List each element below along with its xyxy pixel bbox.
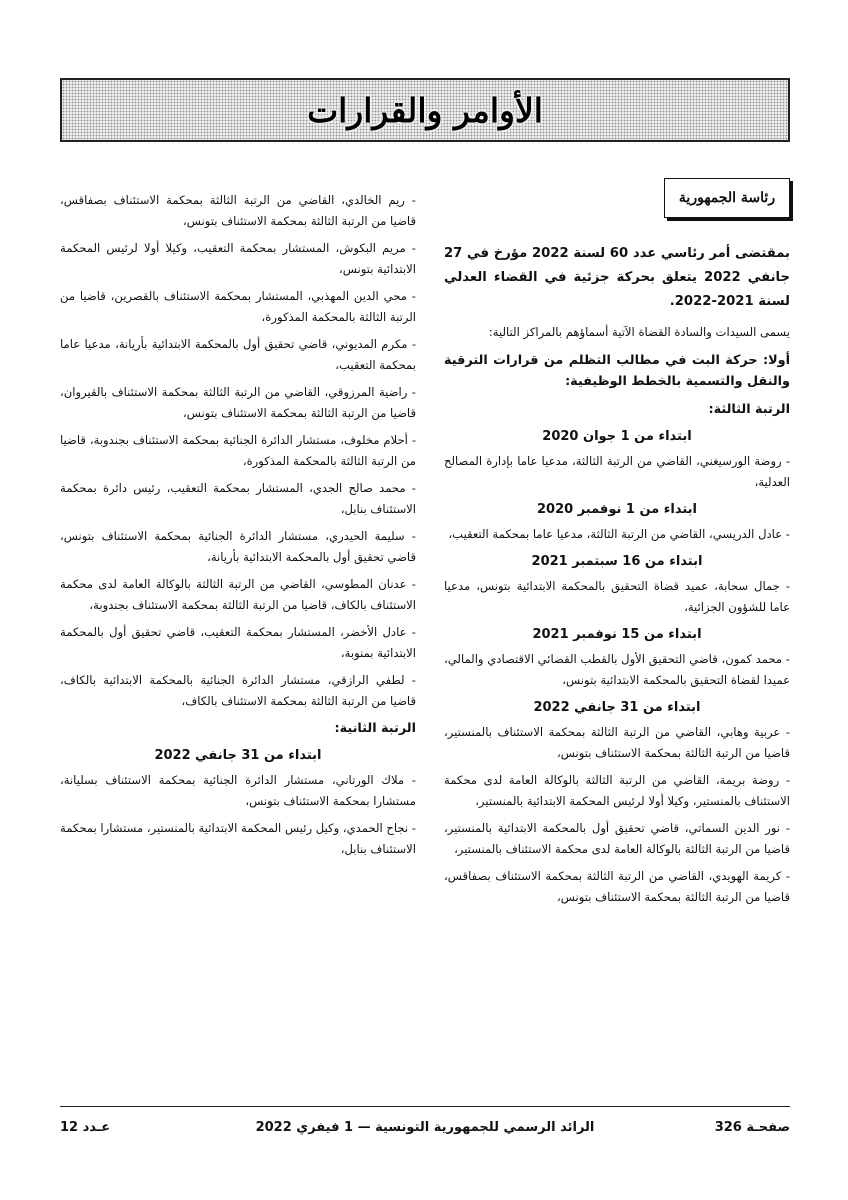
- list-item: - لطفي الرازقي، مستشار الدائرة الجنائية بالمحكمة الابتدائية بالكاف، قاضيا من الرتبة الثالثة بمحكمة الاستئناف بالكاف،: [60, 673, 416, 708]
- list-item: - مكرم المديوني، قاضي تحقيق أول بالمحكمة الابتدائية بأريانة، مدعيا عاما بمحكمة التعقيب،: [60, 337, 416, 372]
- date-heading: ابتداء من 16 سبتمبر 2021: [531, 554, 703, 569]
- list-item: - عربية وهابي، القاضي من الرتبة الثالثة بمحكمة الاستئناف بالمنستير، قاضيا من الرتبة الثالثة بمحكمة الاستئناف بتونس،: [444, 725, 790, 760]
- right-column: [444, 242, 790, 914]
- decree-intro: يسمى السيدات والسادة القضاة الآتية أسماؤهم بالمراكز التالية:: [488, 325, 790, 339]
- left-column: [60, 190, 416, 866]
- footer-divider: [60, 1106, 790, 1107]
- list-item: - روضة الورسيغني، القاضي من الرتبة الثالثة، مدعيا عاما بإدارة المصالح العدلية،: [444, 454, 790, 489]
- section-banner: [60, 78, 790, 142]
- date-heading: ابتداء من 15 نوفمبر 2021: [532, 627, 702, 642]
- date-heading: ابتداء من 31 جانفي 2022: [154, 748, 322, 763]
- list-item: - ريم الخالدي، القاضي من الرتبة الثالثة بمحكمة الاستئناف بصفاقس، قاضيا من الرتبة الثالثة بمحكمة الاستئناف بتونس،: [60, 193, 416, 228]
- list-item: - نجاح الحمدي، وكيل رئيس المحكمة الابتدائية بالمنستير، مستشارا بمحكمة الاستئناف بنابل،: [60, 821, 416, 856]
- date-heading: ابتداء من 1 نوفمبر 2020: [536, 502, 697, 517]
- list-item: - عدنان المطوسي، القاضي من الرتبة الثالثة بالوكالة العامة لدى محكمة الاستئناف بالكاف، قاضيا من الرتبة الثالثة بمحكمة الاستئناف بجندوبة،: [60, 577, 416, 612]
- first-heading: أولا: حركة البت في مطالب التظلم من قرارات الترقية والنقل والتسمية بالخطط الوظيفية:: [444, 353, 790, 389]
- list-item: - محي الدين المهذبي، المستشار بمحكمة الاستئناف بالقصرين، قاضيا من الرتبة الثالثة بالمحكمة المذكورة،: [60, 289, 416, 324]
- section-label-box: [664, 178, 790, 218]
- date-heading: ابتداء من 31 جانفي 2022: [533, 700, 701, 715]
- list-item: - كريمة الهويدي، القاضي من الرتبة الثالثة بمحكمة الاستئناف بصفاقس، قاضيا من الرتبة الثالثة بمحكمة الاستئناف بتونس،: [444, 869, 790, 904]
- rank-2-heading: الرتبة الثانية:: [334, 721, 416, 736]
- list-item: - عادل الأخضر، المستشار بمحكمة التعقيب، قاضي تحقيق أول بالمحكمة الابتدائية بمنوبة،: [60, 625, 416, 660]
- page-number: صفحـة 326: [714, 1120, 790, 1135]
- list-item: - عادل الدريسي، القاضي من الرتبة الثالثة، مدعيا عاما بمحكمة التعقيب،: [448, 527, 790, 541]
- issue-number: عـدد 12: [60, 1120, 111, 1135]
- list-item: - سليمة الحيدري، مستشار الدائرة الجنائية بمحكمة الاستئناف بتونس، قاضي تحقيق أول بالمحكمة الابتدائية بأريانة،: [60, 529, 416, 564]
- list-item: - ملاك الورتاني، مستشار الدائرة الجنائية بمحكمة الاستئناف بسليانة، مستشارا بمحكمة الاستئناف بتونس،: [60, 773, 416, 808]
- list-item: - محمد كمون، قاضي التحقيق الأول بالقطب القضائي الاقتصادي والمالي، عميدا لقضاة التحقيق بالمحكمة الابتدائية بتونس،: [444, 652, 790, 687]
- list-item: - روضة بريمة، القاضي من الرتبة الثالثة بالوكالة العامة لدى محكمة الاستئناف بالمنستير، وكيلا أولا لرئيس المحكمة الابتدائية بالمنستير،: [444, 773, 790, 808]
- list-item: - أحلام مخلوف، مستشار الدائرة الجنائية بمحكمة الاستئناف بجندوبة، قاضيا من الرتبة الثالثة بالمحكمة المذكورة،: [60, 433, 416, 468]
- list-item: - نور الدين السماتي، قاضي تحقيق أول بالمحكمة الابتدائية بالمنستير، قاضيا من الرتبة الثالثة بالوكالة العامة لدى محكمة الاستئناف بالمنستير،: [444, 821, 790, 856]
- list-item: - محمد صالح الجدي، المستشار بمحكمة التعقيب، رئيس دائرة بمحكمة الاستئناف بنابل،: [60, 481, 416, 516]
- banner-title: الأوامر والقرارات: [307, 90, 543, 130]
- journal-title: الرائد الرسمي للجمهورية التونسية — 1 فيفري 2022: [255, 1120, 595, 1135]
- date-heading: ابتداء من 1 جوان 2020: [542, 429, 692, 444]
- list-item: - مريم البكوش، المستشار بمحكمة التعقيب، وكيلا أولا لرئيس المحكمة الابتدائية بتونس،: [60, 241, 416, 276]
- list-item: - راضية المرزوقي، القاضي من الرتبة الثالثة بمحكمة الاستئناف بالقيروان، قاضيا من الرتبة الثالثة بمحكمة الاستئناف بتونس،: [60, 385, 416, 420]
- rank-3-heading: الرتبة الثالثة:: [708, 402, 790, 417]
- section-label: رئاسة الجمهورية: [678, 190, 776, 206]
- decree-title: بمقتضى أمر رئاسي عدد 60 لسنة 2022 مؤرخ في 27 جانفي 2022 يتعلق بحركة جزئية في القضاء العدلي لسنة 2021-2022.: [444, 246, 791, 309]
- list-item: - جمال سحابة، عميد قضاة التحقيق بالمحكمة الابتدائية بتونس، مدعيا عاما للشؤون الجزائية،: [444, 579, 790, 614]
